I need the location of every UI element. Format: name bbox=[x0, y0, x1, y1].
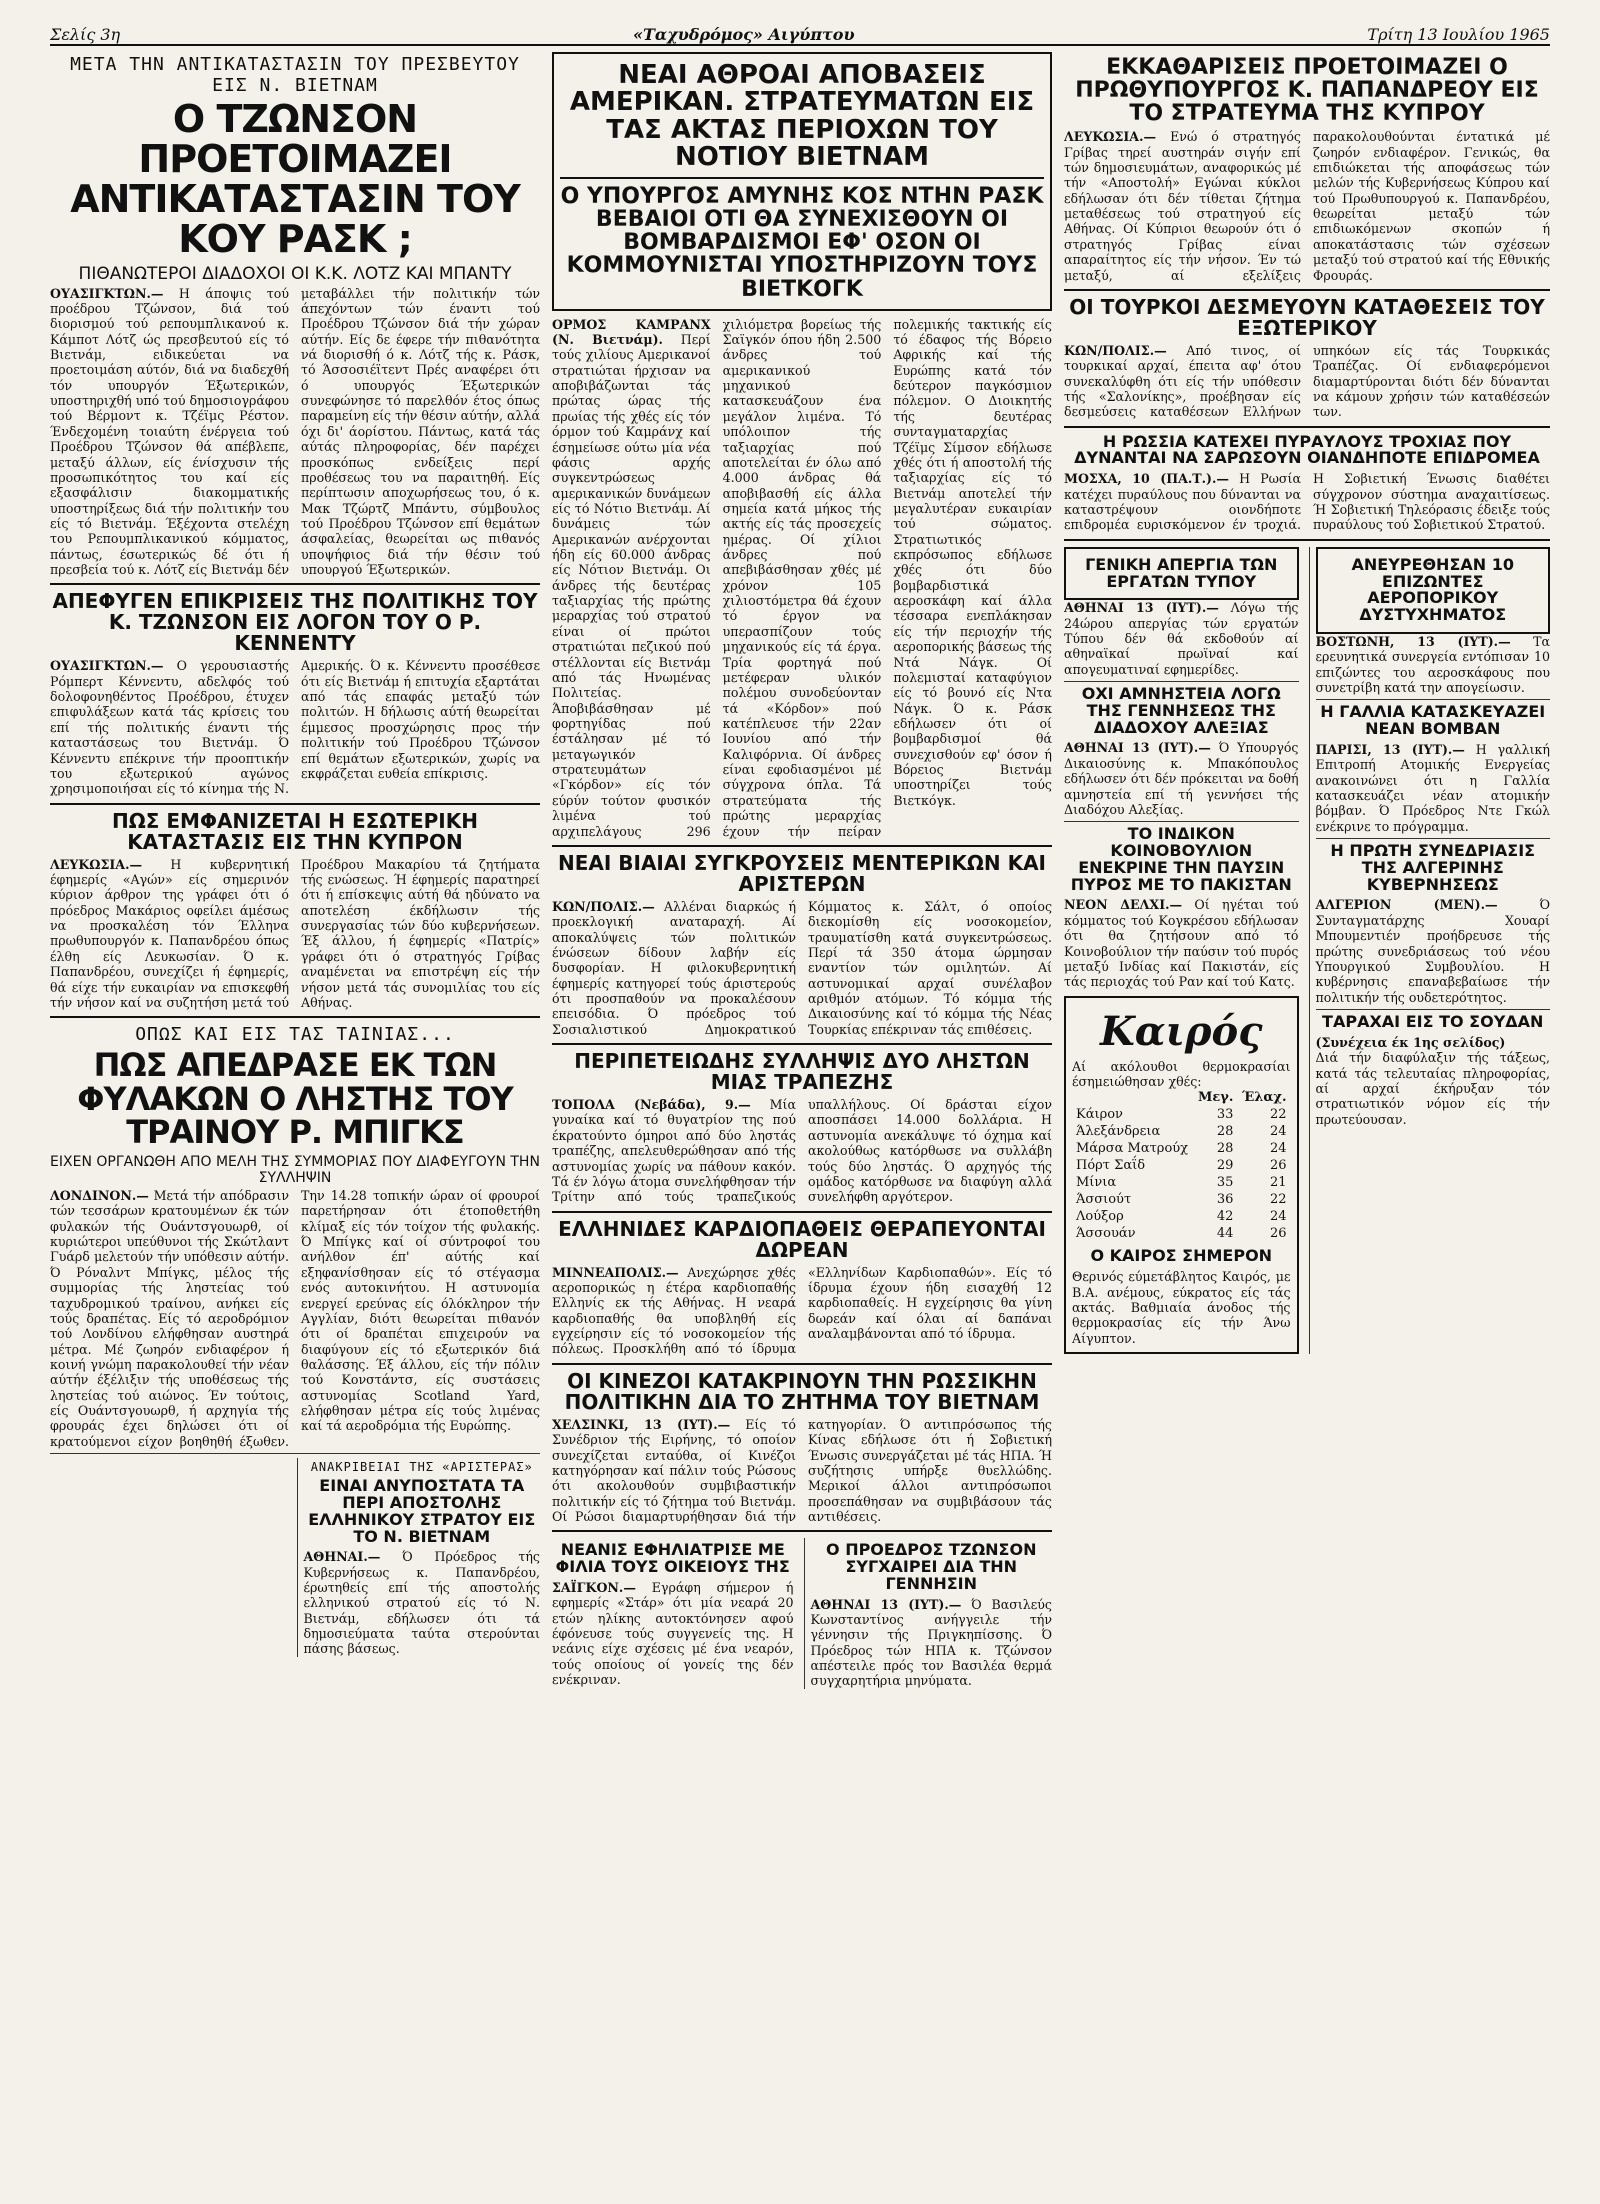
weather-today-title: Ο ΚΑΙΡΟΣ ΣΗΜΕΡΟΝ bbox=[1090, 1246, 1273, 1266]
col-min-header: Έλαχ. bbox=[1241, 1090, 1287, 1106]
col-max-header: Μεγ. bbox=[1197, 1090, 1234, 1106]
dateline: ΑΘΗΝΑΙ 13 (ΙΥΤ).— bbox=[1064, 740, 1211, 756]
temp-min: 26 bbox=[1269, 1158, 1287, 1174]
article-body bbox=[811, 1597, 1053, 1689]
article-text: Η γαλλική Επιτροπή Ατομικής Ενεργείας ανακοινώνει ότι η Γαλλία κατασκευάζει νέαν ατομικήν βόμβαν. Ό Πρόεδρος Ντε Γκώλ ενέκρινε το πρόγραμμα. bbox=[1315, 741, 1550, 834]
temp-max: 36 bbox=[1216, 1192, 1234, 1208]
article-text: Μετά τήν απόδρασιν τών τεσσάρων κρατουμένων έκ τών φυλακών τής Ουάντσγουωρθ, οί κυριώτεροι υπεύθυνοι τής Σκώτλαντ Γυάρδ μελετούν τήν υπόθεσιν αύτήν. Ό Ρόναλντ Μπίγκς, μέλος τής συμμορίας τής ληστείας τού ταχυδρομικού τραίνου, ανήκει είς τούς δραπέτας. Είς τό αεροδρόμιον τού Λονδίνου ελήφθησαν αυστηρά μέτρα. Μέ ζωηρόν ενδιαφέρον ή κοινή γνώμη παρακολουθεί τήν νέαν αύτήν έξέλιξιν τής υποθέσεως τής ληστείας τού αιώνος. Έν τούτοις, είς Ουάντσγουωρθ, ή αρχηγία τής φρουράς έχει δηλώσει ότι οί κρατούμενοι είχον βοηθηθή έξωθεν. Την 14.28 τοπικήν ώραν οί φρουροί παρετήρησαν ότι έτοποθετήθη κλίμαξ είς τόν τοίχον τής φυλακής. Ό Μπίγκς καί οί σύντροφοί του ανήλθον έπ' αύτής καί εξηφανίσθησαν είς τό στέγασμα ενός αυτοκινήτου. Η αστυνομία ενεργεί ερεύνας είς όλόκληρον τήν Αγγλίαν, διότι θεωρείται πιθανόν ότι οί δραπέται επιχειρούν να διαφύγουν είς τό εξωτερικόν διά θαλάσσης. Έξ άλλου, είς τήν πόλιν τού Κονστάντσ, είς συστάσεις αστυνομίας Scotland Yard, ελήφθησαν μέτρα είς τούς λιμένας καί τά αεροδρόμια τής Ευρώπης. bbox=[50, 1188, 540, 1449]
article-text: Εγράφη σήμερον ή εφημερίς «Στάρ» ότι μία νεαρά 20 ετών ηλίκης αυτοκτόνησεν αφού έφόνευσε τούς συγγενείς της. Η νεάνις είχε σχέσεις μέ ένα νεαρόν, τούς οποίους οί γονείς της δέν ενέκριναν. bbox=[552, 1579, 794, 1688]
article-text: Αλλέναι διαρκώς ή προεκλογική αναταραχή. Αί αποκαλύψεις τών πολιτικών ένώσεων δίδουν λαβήν είς δυσφορίαν. Η φιλοκυβερνητική έφημερίς κατηγορεί τούς άριστερούς ότι προσπαθούν να προκαλέσουν επεισόδια. Ό πρόεδρος τού Σοσιαλιστικού Δημοκρατικού Κόμματος κ. Σάλτ, ό οποίος διεκομίσθη είς νοσοκομείον, τραυματίσθη κατά συγκεντρώσεως. Περί τά 350 άτομα ώρμησαν εναντίον τών ομιλητών. Αί αστυνομικαί αρχαί συνέλαβον αριθμόν ατόμων. Τό κόμμα τής Δικαιοσύνης καί τό κόμμα τής Νέας Τουρκίας επέκριναν τάς επιθέσεις. bbox=[552, 898, 1052, 1037]
column-right bbox=[1064, 52, 1550, 1354]
table-row bbox=[1072, 1208, 1291, 1225]
headline-algeria: Η ΠΡΩΤΗ ΣΥΝΕΔΡΙΑΣΙΣ ΤΗΣ ΑΛΓΕΡΙΝΗΣ ΚΥΒΕΡΝΗΣΕΩΣ bbox=[1330, 841, 1536, 894]
article-text: Ο γερουσιαστής Ρόμπερτ Κέννεντυ, αδελφός τού δολοφονηθέντος Προέδρου, έτυχεν επιφυλάξεων κατά τάς κρίσεις του επί τής πολιτικής έναντι τής καταστάσεως του Βιετνάμ. Ό Κέννεντυ επέκρινε τήν προοπτικήν του εξωτερικού αγώνος χρησιμοποιήσαι είς τό κίνημα τής Ν. Αμερικής. Ό κ. Κέννεντυ προσέθεσε ότι είς Βιετνάμ ή επιτυχία εξαρτάται από τάς επαφάς μεταξύ τών πολιτών. Η δήλωσις αύτή θεωρείται έμμεσος προσχώρησις προς τήν πολιτικήν τού Προέδρου Τζώνσον επί θεμάτων εξωτερικών, χωρίς να εκφράζεται ευθεία επίκρισις. bbox=[50, 658, 540, 797]
article-text: Η κυβερνητική έφημερίς «Αγών» είς σημερινόν κύριον άρθρον της γράφει ότι ό πρόεδρος Μακάριος οφείλει άμέσως να προσκαλέση τόν Έλληνα πρωθυπουργόν κ. Παπανδρέου όπως έλθη είς Λευκωσίαν. Ό κ. Παπανδρέου, συνεχίζει ή έφημερίς, θά είχε τήν ευκαιρίαν να επισκεφθή τήν νήσον καί να συζητήση μετά τού Προέδρου Μακαρίου τά ζητήματα τής ενώσεως. Ή έφημερίς παρατηρεί ότι ή επίσκεψις αύτή θά ηδύνατο να αποτελέση έκδήλωσιν τής συνεργασίας τών δύο κυβερνήσεων. Έξ άλλου, ή έφημερίς «Πατρίς» γράφει ότι ό στρατηγός Γρίβας αναμένεται να επιστρέψη είς τήν νήσον μετά τάς συνομιλίας του είς Αθήνας. bbox=[50, 856, 540, 1010]
headline-greek-army: ΕΙΝΑΙ ΑΝΥΠΟΣΤΑΤΑ ΤΑ ΠΕΡΙ ΑΠΟΣΤΟΛΗΣ ΕΛΛΗΝΙΚΟΥ ΣΤΡΑΤΟΥ ΕΙΣ ΤΟ Ν. ΒΙΕΤΝΑΜ bbox=[308, 1476, 536, 1546]
article-body bbox=[1316, 897, 1551, 1005]
article-body bbox=[1064, 600, 1299, 677]
headline-press-strike: ΓΕΝΙΚΗ ΑΠΕΡΓΙΑ ΤΩΝ ΕΡΓΑΤΩΝ ΤΥΠΟΥ bbox=[1085, 554, 1278, 591]
dateline: ΛΕΥΚΩΣΙΑ.— bbox=[1064, 129, 1157, 145]
weather-intro: Αί ακόλουθοι θερμοκρασίαι έσημειώθησαν χθές: bbox=[1072, 1058, 1291, 1089]
table-row bbox=[1072, 1174, 1291, 1191]
weather-box bbox=[1064, 996, 1299, 1354]
article-kicker: ΑΝΑΚΡΙΒΕΙΑΙ ΤΗΣ «ΑΡΙΣΤΕΡΑΣ» bbox=[310, 1460, 533, 1475]
headline-cyprus-purges: ΕΚΚΑΘΑΡΙΣΕΙΣ ΠΡΟΕΤΟΙΜΑΖΕΙ Ο ΠΡΩΘΥΠΟΥΡΓΟΣ Κ. ΠΑΠΑΝΔΡΕΟΥ ΕΙΣ ΤΟ ΣΤΡΑΤΕΥΜΑ ΤΗΣ ΚΥΠΡΟΥ bbox=[1075, 55, 1539, 127]
temp-max: 33 bbox=[1216, 1107, 1234, 1123]
article-text: Είς τό Συνέδριον τής Ειρήνης, τό οποίον συνεχίζεται ενταύθα, οί Κινέζοι κατηγόρησαν καί πάλιν τούς Ρώσους ότι ακολουθούν συμβιβαστικήν πολιτικήν είς τό ζήτημα τού Βιετνάμ. Οί Ρώσοι διαμαρτυρήθησαν διά τήν κατηγορίαν. Ό αντιπρόσωπος τής Κίνας εδήλωσε ότι ή Σοβιετική Ένωσις συνεργάζεται μέ τάς ΗΠΑ. Ή συζήτησις υπήρξε θυελλώδης. Μερικοί άλλοι αντιπρόσωποι προσεπάθησαν να συμβιβάσουν τάς αντιθέσεις. bbox=[552, 1416, 1052, 1524]
article-body bbox=[1064, 471, 1550, 532]
dateline: ΟΥΑΣΙΓΚΤΩΝ.— bbox=[50, 658, 164, 674]
headline-heart-patients: ΕΛΛΗΝΙΔΕΣ ΚΑΡΔΙΟΠΑΘΕΙΣ ΘΕΡΑΠΕΥΟΝΤΑΙ ΔΩΡΕΑΝ bbox=[558, 1216, 1046, 1262]
headline-india-ceasefire: ΤΟ ΙΝΔΙΚΟΝ ΚΟΙΝΟΒΟΥΛΙΟΝ ΕΝΕΚΡΙΝΕ ΤΗΝ ΠΑΥΣΙΝ ΠΥΡΟΣ ΜΕ ΤΟ ΠΑΚΙΣΤΑΝ bbox=[1070, 824, 1292, 894]
article-text: Η άποψις τού προέδρου Τζώνσον, διά τού διορισμού τού ρεπουμπλικανού κ. Κάμποτ Λότζ ώς πρεσβευτού είς τό Βιετνάμ, ειδικεύεται να προετοιμάση αύτόν, διά να διαδεχθή τόν υπουργόν Έξωτερικών, υποστηριχθή υπό τού δημοσιογράφου τού Βέρμοντ κ. Τζέϊμς Ρέστον. Ένδεχομένη τοιαύτη ένέργεια τού Προέδρου Τζώνσον θά απέβλεπε, μεταξύ άλλων, είς ένίσχυσιν τής προσωπικότητος του καί είς εξασφάλισιν διακομματικής υποστηρίξεως διά τήν πολιτικήν του είς τό Βιετνάμ. Έξέχοντα στελέχη του Ρεπουμπλικανικού κόμματος, πάντως, έσωτερικώς δέ ότι ή πρεσβεία τού κ. Λότζ είς Βιετνάμ δέν μεταβάλλει τήν πολιτικήν τών άπεχόντων τών έναντι τού Προέδρου Τζώνσον διά τήν χώραν αύτήν. Είς δε έφερε τήν πιθανότητα νά διορισθή ό κ. Λότζ τής κ. Ράσκ, τό Άσσοσιέϊτεντ Πρές αναφέρει ότι ό υπουργός Έξωτερικών συνεφώνησε τό παρελθόν έτος όπως παραμείνη είς τήν θέσιν αύτήν, αλλά όχι δι' άορίστου. Πάντως, κατά τάς αύτάς πληροφορίας, δέν παρέχει προσκόπως ενδείξεις περί προθέσεως του να παραιτηθή. Είς περίπτωσιν αποχωρήσεως του, ό κ. Μακ Τζώρτζ Μπάντυ, σύμβουλος τού Προέδρου Τζώνσον επί θεμάτων άσφαλείας, θεωρείται ως πιθανός υποψήφιος διά τήν θέσιν τού υπουργού Έξωτερικών. bbox=[50, 285, 540, 578]
dateline: ΜΙΝΝΕΑΠΟΛΙΣ.— bbox=[552, 1264, 679, 1280]
dateline: ΟΥΑΣΙΓΚΤΩΝ.— bbox=[50, 285, 164, 301]
dateline: ΑΛΓΕΡΙΟΝ (ΜΕΝ).— bbox=[1315, 897, 1498, 913]
headline-survivors: ΑΝΕΥΡΕΘΗΣΑΝ 10 ΕΠΙΖΩΝΤΕΣ ΑΕΡΟΠΟΡΙΚΟΥ ΔΥΣΤΥΧΗΜΑΤΟΣ bbox=[1351, 554, 1514, 625]
article-text: Ό Βασιλεύς Κωνσταντίνος ανήγγειλε τήν γέννησιν τής Πριγκηπίσσης. Ό Πρόεδρος τών ΗΠΑ κ. Τζώνσον απέστειλε πρός τον Βασιλέα θερμά συγχαρητήρια μηνύματα. bbox=[810, 1596, 1052, 1689]
article-text: Ό Υπουργός Δικαιοσύνης κ. Μπακόπουλος εδήλωσεν ότι δέν πρόκειται να δοθή αμνηστεία επί τή γεννήσει τής Διαδόχου Αλεξίας. bbox=[1064, 740, 1299, 817]
headline-johnson-congrats: Ο ΠΡΟΕΔΡΟΣ ΤΖΩΝΣΟΝ ΣΥΓΧΑΙΡΕΙ ΔΙΑ ΤΗΝ ΓΕΝΝΗΣΙΝ bbox=[826, 1540, 1037, 1593]
masthead bbox=[50, 18, 1550, 46]
article-text: Ανεχώρησε χθές αεροπορικώς η έτέρα καρδιοπαθής Ελληνίς εκ τής Αθήνας. Η νεαρά καρδιοπαθής θα υποβληθή είς εγχείρησιν είς τό νοσοκομείον τής πόλεως. Προσκλήθη από τό ίδρυμα «Ελληνίδων Καρδιοπαθών». Είς τό ίδρυμα έχουν ήδη εισαχθή 12 καρδιοπαθείς. Η εγχείρησις θα γίνη δωρεάν καί όλαι αί δαπάναι αναλαμβάνονται από τό ίδρυμα. bbox=[552, 1264, 1052, 1357]
temp-min: 21 bbox=[1269, 1175, 1287, 1191]
city-name: Άλεξάνδρεια bbox=[1076, 1124, 1161, 1140]
dateline: ΣΑΪΓΚΟΝ.— bbox=[552, 1579, 636, 1595]
headline-bank-robbers: ΠΕΡΙΠΕΤΕΙΩΔΗΣ ΣΥΛΛΗΨΙΣ ΔΥΟ ΛΗΣΤΩΝ ΜΙΑΣ ΤΡΑΠΕΖΗΣ bbox=[574, 1049, 1030, 1095]
headline-biggs-escape: ΠΩΣ ΑΠΕΔΡΑΣΕ ΕΚ ΤΩΝ ΦΥΛΑΚΩΝ Ο ΛΗΣΤΗΣ ΤΟΥ ΤΡΑΙΝΟΥ Ρ. ΜΠΙΓΚΣ bbox=[77, 1046, 513, 1152]
temp-max: 28 bbox=[1216, 1141, 1234, 1157]
table-row bbox=[1072, 1140, 1291, 1157]
headline-russian-missiles: Η ΡΩΣΣΙΑ ΚΑΤΕΧΕΙ ΠΥΡΑΥΛΟΥΣ ΤΡΟΧΙΑΣ ΠΟΥ ΔΥΝΑΝΤΑΙ ΝΑ ΣΑΡΩΣΟΥΝ ΟΙΑΝΔΗΠΟΤΕ ΕΠΙΔΡΟΜΕΑ bbox=[1074, 431, 1540, 468]
article-body bbox=[50, 658, 540, 796]
temp-max: 44 bbox=[1216, 1226, 1234, 1242]
city-name: Λούξορ bbox=[1076, 1209, 1124, 1225]
article-body bbox=[552, 899, 1052, 1037]
article-body bbox=[1064, 129, 1550, 283]
temp-min: 22 bbox=[1269, 1192, 1287, 1208]
dateline: ΜΟΣΧΑ, 10 (ΠΑ.Τ.).— bbox=[1064, 471, 1229, 487]
dateline: ΒΟΣΤΩΝΗ, 13 (ΙΥΤ).— bbox=[1315, 633, 1511, 649]
dateline: ΑΘΗΝΑΙ 13 (ΙΥΤ).— bbox=[1064, 600, 1219, 616]
table-row bbox=[1072, 1191, 1291, 1208]
headline-kennedy: ΑΠΕΦΥΓΕΝ ΕΠΙΚΡΙΣΕΙΣ ΤΗΣ ΠΟΛΙΤΙΚΗΣ ΤΟΥ Κ. ΤΖΩΝΣΟΝ ΕΙΣ ΛΟΓΟΝ ΤΟΥ Ο Ρ. ΚΕΝΝΕΝΤΥ bbox=[52, 589, 538, 656]
temperature-table bbox=[1072, 1089, 1291, 1242]
headline-cyprus-internal: ΠΩΣ ΕΜΦΑΝΙΖΕΤΑΙ Η ΕΣΩΤΕΡΙΚΗ ΚΑΤΑΣΤΑΣΙΣ ΕΙΣ ΤΗΝ ΚΥΠΡΟΝ bbox=[112, 808, 478, 854]
article-body bbox=[1064, 343, 1550, 420]
table-row bbox=[1072, 1123, 1291, 1140]
temp-min: 22 bbox=[1269, 1107, 1287, 1123]
article-text: Τα ερευνητικά συνεργεία εντόπισαν 10 επιζώντες του αεροσκάφους που συνετρίβη κατά την απογείωσιν. bbox=[1315, 633, 1550, 695]
dateline: ΧΕΛΣΙΝΚΙ, 13 (ΙΥΤ).— bbox=[552, 1416, 731, 1432]
article-body bbox=[552, 1265, 1052, 1357]
article-body bbox=[552, 317, 1052, 839]
temp-min: 24 bbox=[1269, 1141, 1287, 1157]
dateline: ΟΡΜΟΣ ΚΑΜΡΑΝΧ (Ν. Βιετνάμ). bbox=[552, 316, 711, 348]
headline-no-amnesty: ΟΧΙ ΑΜΝΗΣΤΕΙΑ ΛΟΓΩ ΤΗΣ ΓΕΝΝΗΣΕΩΣ ΤΗΣ ΔΙΑΔΟΧΟΥ ΑΛΕΞΙΑΣ bbox=[1081, 684, 1281, 737]
table-row bbox=[1072, 1157, 1291, 1174]
headline-johnson-rusk: Ο ΤΖΩΝΣΟΝ ΠΡΟΕΤΟΙΜΑΖΕΙ ΑΝΤΙΚΑΤΑΣΤΑΣΙΝ ΤΟΥ ΚΟΥ ΡΑΣΚ ; bbox=[70, 97, 520, 261]
continuation-note: (Συνέχεια έκ 1ης σελίδος) bbox=[1315, 1034, 1506, 1050]
headline-menderes-clashes: ΝΕΑΙ ΒΙΑΙΑΙ ΣΥΓΚΡΟΥΣΕΙΣ ΜΕΝΤΕΡΙΚΩΝ ΚΑΙ ΑΡΙΣΤΕΡΩΝ bbox=[557, 850, 1047, 896]
headline-chinese-russian: ΟΙ ΚΙΝΕΖΟΙ ΚΑΤΑΚΡΙΝΟΥΝ ΤΗΝ ΡΩΣΣΙΚΗΝ ΠΟΛΙΤΙΚΗΝ ΔΙΑ ΤΟ ΖΗΤΗΜΑ ΤΟΥ ΒΙΕΤΝΑΜ bbox=[564, 1368, 1040, 1414]
article-text: Ενώ ό στρατηγός Γρίβας τηρεί αυστηράν σιγήν επί τών δημοσιευμάτων, αναφορικώς μέ τήν «Αποστολή» Εγώναι κύκλοι εδήλωσαν ότι δέν τίθεται ζήτημα μεταθέσεως τού στρατηγού είς Αθήνας. Οί Κύπριοι θεωρούν ότι ό στρατηγός Γρίβας είναι απαραίτητος είς τήν νήσον. Έν τώ μεταξύ, αί εξελίξεις παρακολουθούνται έντατικά μέ ζωηρόν ενδιαφέρον. Γενικώς, θα επιδιώκεται τής αποφάσεως τών μελών τής Κυβερνήσεως Κύπρου καί τού Πρωθυπουργού κ. Παπανδρέου, θεωρείται μεταξύ τών επιδιωκόμενων σκοπών ή αποκατάστασις τών σχέσεων μεταξύ τού στρατού καί τής Εθνικής Φρουράς. bbox=[1064, 129, 1550, 283]
dateline: ΑΘΗΝΑΙ.— bbox=[303, 1549, 381, 1565]
temp-max: 35 bbox=[1216, 1175, 1234, 1191]
article-text: Η Ρωσία κατέχει πυραύλους που δύνανται να καταστρέψουν οιονδήποτε επιδρομέα ευρισκόμενον έν τροχιά. Η Σοβιετική Ένωσις διαθέτει σύγχρονον σύστημα αναχαιτίσεως. Ή Σοβιετική Τηλεόρασις έδειξε τούς πυραύλους τού Σοβιετικού Στρατού. bbox=[1064, 471, 1550, 533]
article-text: Μία γυναίκα καί τό θυγατρίον της πού έκρατούντο όμηροι από δύο ληστάς τραπέζης, απελευθερώθησαν από τής αστυνομίας χωρίς να πάθουν κακόν. Τά έν λόγω άτομα συνελήφθησαν τήν Τρίτην από τούς τραπεζικούς υπαλλήλους. Οί δράσται είχον αποσπάσει 14.000 δολλάρια. Η αστυνομία ανεκάλυψε τό όχημα καί ακολούθως κατόρθωσε να συλλάβη τούς δύο ληστάς. Ό αρχηγός τής ομάδος κατόρθωσε να διαφύγη αλλά συνελήφθη αργότερον. bbox=[552, 1097, 1052, 1205]
headline-sudan: ΤΑΡΑΧΑΙ ΕΙΣ ΤΟ ΣΟΥΔΑΝ bbox=[1322, 1011, 1544, 1031]
table-row bbox=[1072, 1225, 1291, 1242]
subheadline-rusk: Ο ΥΠΟΥΡΓΟΣ ΑΜΥΝΗΣ ΚΟΣ ΝΤΗΝ ΡΑΣΚ ΒΕΒΑΙΟΙ ΟΤΙ ΘΑ ΣΥΝΕΧΙΣΘΟΥΝ ΟΙ ΒΟΜΒΑΡΔΙΣΜΟΙ ΕΦ' ΟΣΟΝ ΟΙ ΚΟΜΜΟΥΝΙΣΤΑΙ ΥΠΟΣΤΗΡΙΖΟΥΝ ΤΟΥΣ ΒΙΕΤΚΟΓΚ bbox=[560, 184, 1044, 302]
article-body bbox=[1316, 634, 1551, 695]
column-left bbox=[50, 52, 540, 1657]
headline-turkish-deposits: ΟΙ ΤΟΥΡΚΟΙ ΔΕΣΜΕΥΟΥΝ ΚΑΤΑΘΕΣΕΙΣ ΤΟΥ ΕΞΩΤΕΡΙΚΟΥ bbox=[1069, 294, 1545, 340]
temp-max: 28 bbox=[1216, 1124, 1234, 1140]
city-name: Άσσουάν bbox=[1076, 1226, 1136, 1242]
subheadline: ΕΙΧΕΝ ΟΡΓΑΝΩΘΗ ΑΠΟ ΜΕΛΗ ΤΗΣ ΣΥΜΜΟΡΙΑΣ ΠΟΥ ΔΙΑΦΕΥΓΟΥΝ ΤΗΝ ΣΥΛΛΗΨΙΝ bbox=[50, 1154, 540, 1186]
temp-max: 29 bbox=[1216, 1158, 1234, 1174]
subheadline: ΠΙΘΑΝΩΤΕΡΟΙ ΔΙΑΔΟΧΟΙ ΟΙ Κ.Κ. ΛΟΤΖ ΚΑΙ ΜΠΑΝΤΥ bbox=[78, 263, 512, 284]
weather-logo: Καιρός bbox=[1099, 1007, 1263, 1055]
article-text: Οί ηγέται τού κόμματος τού Κογκρέσου εδήλωσαν ότι θα ζητήσουν από τό Κοινοβούλιον τήν παύσιν τού πυρός μεταξύ Ινδίας καί Πακιστάν, είς τάς περιοχάς τού Ραν καί τού Κατς. bbox=[1064, 897, 1299, 990]
temp-min: 24 bbox=[1269, 1209, 1287, 1225]
newspaper-name: «Ταχυδρόμος» Αιγύπτου bbox=[632, 25, 855, 44]
dateline: ΝΕΟΝ ΔΕΛΧΙ.— bbox=[1064, 897, 1183, 913]
article-body bbox=[1064, 897, 1299, 989]
col-city-header bbox=[1072, 1089, 1193, 1106]
article-text: Περί τούς χιλίους Αμερικανοί στρατιώται ήρχισαν να αποβιβάζωνται τάς πρώτας ώρας τής πρωίας τής χθές είς τόν όρμον τού Καμράνχ καί έσημείωσε ούτω μία νέα φάσις αρχής συγκεντρώσεως αμερικανικών δυνάμεων είς τό Νότιο Βιετνάμ. Αί δυνάμεις τών Αμερικανών ανέρχονται ήδη είς 60.000 άνδρας είς Νότιον Βιετνάμ. Οι άνδρες τής δευτέρας ταξιαρχίας τής πρώτης μεραρχίας τού στρατού είναι οί πρώτοι στρατιώται πεζικού πού στέλλονται είς Βιετνάμ από τάς Ηνωμένας Πολιτείας. Άποβιβάσθησαν μέ φορτηγίδας πού έστάλησαν μέ τό μεταγωγικόν στρατευμάτων «Γκόρδον» είς τόν εύρύν τούτον φυσικόν λιμένα τού αρχιπελάγους 296 χιλιόμετρα βορείως τής Σαϊγκόν όπου ήδη 2.500 άνδρες τού αμερικανικού μηχανικού κατασκευάζουν ένα μεγάλον λιμένα. Τό υπόλοιπον τής ταξιαρχίας πού αποτελείται έν όλω από 4.000 άνδρας θά αποβιβασθή είς άλλα σημεία κατά μήκος τής ακτής είς τάς προσεχείς ημέρας. Οί χίλιοι άνδρες πού απεβιβάσθησαν χθές μέ χρόνον 105 χιλιοστόμετρα θά έχουν τό έργον να υπερασπίζουν τούς μηχανικούς είς τά έργα. Τρία φορτηγά πού μετέφεραν υλικόν πολέμου συνοδεύονταν τά «Κόρδον» πού κατέπλευσε τήν 22αν Ιουνίου από τήν Καλιφόρνια. Οί άνδρες είναι εφοδιασμένοι μέ σύγχρονα όπλα. Τά στρατεύματα τής πρώτης μεραρχίας έχουν τήν πείραν πολεμικής τακτικής είς τό έδαφος τής Βόρειο Αφρικής καί τής Ευρώπης κατά τόν δεύτερον παγκόσμιον πόλεμον. Ο Διοικητής τής δευτέρας συνταγματαρχίας Τζέϊμς Σίμσον εδήλωσε χθές ότι ή αποστολή τής ταξιαρχίας είς τό Βιετνάμ αποτελεί τήν μεγαλυτέραν ευκαιρίαν τού σώματος. Στρατιωτικός εκπρόσωπος εδήλωσε χθές ότι δύο βομβαρδιστικά αεροσκάφη καί άλλα τέσσαρα ενεπλάκησαν είς τήν περιοχήν τής αεροπορικής βάσεως τής Ντά Νάγκ. Οί πολεμισταί καταφύγιον είς τό βουνό είς Ντα Νάγκ. Ό κ. Ράσκ εδήλωσεν ότι οί βομβαρδισμοί θά συνεχισθούν εφ' όσον ή Βόρειος Βιετνάμ υποστηρίζει τούς Βιετκόγκ. bbox=[552, 316, 1052, 839]
city-name: Πόρτ Σαΐδ bbox=[1076, 1158, 1146, 1174]
article-body bbox=[50, 286, 540, 578]
dateline: ΤΟΠΟΛΑ (Νεβάδα), 9.— bbox=[552, 1097, 751, 1113]
article-text: Διά τήν διαφύλαξιν τής τάξεως, κατά τάς τελευταίας πληροφορίας, αί αρχαί έκήρυξαν τόν στρατιωτικόν νόμον είς τήν πρωτεύουσαν. bbox=[1315, 1050, 1550, 1127]
article-text: Ό Συνταγματάρχης Χουαρί Μπουμεντιέν προήδρευσε τής πρώτης συνεδριάσεως τού νέου Υπουργικού Συμβουλίου. Η κυβέρνησις επαναβεβαίωσε τήν πολιτικήν τής ουδετερότητος. bbox=[1315, 897, 1550, 1005]
article-kicker: ΟΠΩΣ ΚΑΙ ΕΙΣ ΤΑΣ ΤΑΙΝΙΑΣ... bbox=[135, 1024, 455, 1046]
weather-today-text: Θερινός εύμετάβλητος Καιρός, με Β.Α. ανέμους, εύκρατος είς τάς ακτάς. Βαθμιαία άνοδος τής θερμοκρασίας είς τήν Άνω Αίγυπτον. bbox=[1072, 1269, 1291, 1346]
issue-date: Τρίτη 13 Ιουλίου 1965 bbox=[1367, 25, 1550, 44]
headline-france-bomb: Η ΓΑΛΛΙΑ ΚΑΤΑΣΚΕΥΑΖΕΙ ΝΕΑΝ ΒΟΜΒΑΝ bbox=[1320, 702, 1546, 739]
article-body bbox=[304, 1549, 541, 1657]
headline-young-woman: ΝΕΑΝΙΣ ΕΦΗΛΙΑΤΡΙΣΕ ΜΕ ΦΙΛΙΑ ΤΟΥΣ ΟΙΚΕΙΟΥΣ ΤΗΣ bbox=[555, 1540, 790, 1577]
dateline: ΚΩΝ/ΠΟΛΙΣ.— bbox=[552, 898, 655, 914]
city-name: Άσσιούτ bbox=[1076, 1192, 1132, 1208]
article-text: Ό Πρόεδρος τής Κυβερνήσεως κ. Παπανδρέου, έρωτηθείς επί τής αποστολής ελληνικού στρατού είς τό Ν. Βιετνάμ, εδήλωσεν ότι τά δημοσιεύματα ταύτα στερούνται πάσης βάσεως. bbox=[303, 1549, 540, 1657]
table-row bbox=[1072, 1106, 1291, 1123]
temp-max: 42 bbox=[1216, 1209, 1234, 1225]
article-text: Από τινος, οί τουρκικαί αρχαί, έπειτα αφ' ότου συνεκαλύφθη ότι είς τήν υπόθεσιν τής «Σαλονίκης», προέβησαν είς δεσμεύσεις καταθέσεων Ελλήνων υπηκόων είς τάς Τουρκικάς Τραπέζας. Οί ενδιαφερόμενοι διαμαρτύρονται διότι δέν δύνανται να κάμουν χρήσιν τών καταθέσεών των. bbox=[1064, 342, 1550, 420]
lead-story-box bbox=[552, 52, 1052, 311]
article-body bbox=[552, 1580, 794, 1688]
city-name: Μάρσα Ματρούχ bbox=[1076, 1141, 1189, 1157]
article-body bbox=[50, 1188, 540, 1449]
dateline: ΑΘΗΝΑΙ 13 (ΙΥΤ).— bbox=[810, 1596, 962, 1612]
article-body bbox=[50, 857, 540, 1011]
city-name: Κάιρον bbox=[1076, 1107, 1123, 1123]
dateline: ΠΑΡΙΣΙ, 13 (ΙΥΤ).— bbox=[1315, 741, 1465, 757]
headline-landings: ΝΕΑΙ ΑΘΡΟΑΙ ΑΠΟΒΑΣΕΙΣ ΑΜΕΡΙΚΑΝ. ΣΤΡΑΤΕΥΜΑΤΩΝ ΕΙΣ ΤΑΣ ΑΚΤΑΣ ΠΕΡΙΟΧΩΝ ΤΟΥ ΝΟΤΙΟΥ ΒΙΕΤΝΑΜ bbox=[569, 60, 1035, 172]
page-number: Σελίς 3η bbox=[50, 25, 121, 44]
dateline: ΚΩΝ/ΠΟΛΙΣ.— bbox=[1064, 342, 1167, 358]
temp-min: 26 bbox=[1269, 1226, 1287, 1242]
article-kicker: ΜΕΤΑ ΤΗΝ ΑΝΤΙΚΑΤΑΣΤΑΣΙΝ ΤΟΥ ΠΡΕΣΒΕΥΤΟΥ ΕΙΣ Ν. ΒΙΕΤΝΑΜ bbox=[70, 54, 520, 96]
temp-min: 24 bbox=[1269, 1124, 1287, 1140]
article-text: Λόγω τής 24ώρου απεργίας τών εργατών Τύπου δέν θά εκδοθούν αί αθηναϊκαί πρωϊναί καί απογευματιναί εφημερίδες. bbox=[1064, 600, 1299, 677]
city-name: Μίνια bbox=[1076, 1175, 1117, 1191]
column-center bbox=[552, 52, 1052, 1689]
article-body bbox=[1064, 740, 1299, 817]
article-body bbox=[552, 1097, 1052, 1205]
dateline: ΛΟΝΔΙΝΟΝ.— bbox=[50, 1188, 149, 1203]
dateline: ΛΕΥΚΩΣΙΑ.— bbox=[50, 856, 143, 872]
article-body bbox=[1316, 742, 1551, 834]
article-body bbox=[552, 1417, 1052, 1525]
